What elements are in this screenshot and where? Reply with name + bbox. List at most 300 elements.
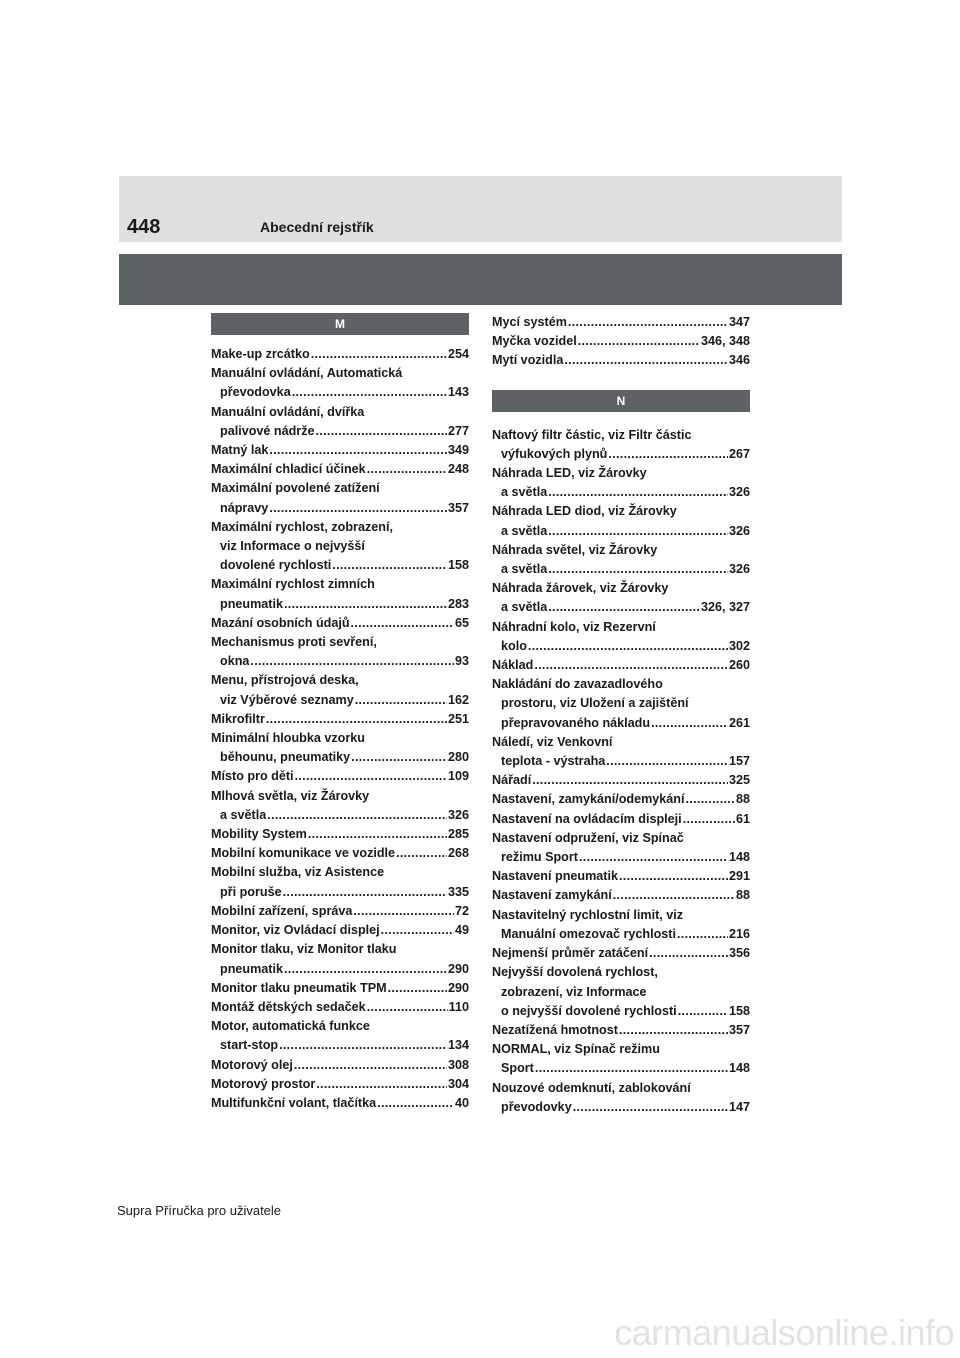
index-entry-list (492, 426, 750, 1117)
page-reference: 326 (728, 523, 750, 538)
index-entry-text: Náhradní kolo, viz Rezervní (492, 619, 656, 634)
index-entry (492, 867, 750, 886)
index-entry (492, 675, 750, 733)
index-entry-text: teplota - výstraha (501, 754, 606, 769)
index-entry-line (492, 426, 750, 445)
index-entry-line (492, 810, 750, 829)
index-entry-line (492, 1098, 750, 1117)
index-entry (211, 940, 469, 978)
index-entry-text: Myčka vozidel (492, 334, 577, 349)
index-entry-text: Nastavení, zamykání/odemykání (492, 792, 685, 807)
index-column-right (492, 313, 750, 1117)
index-entry (492, 886, 750, 905)
dot-leader (308, 825, 447, 844)
page-reference: 88 (735, 792, 750, 807)
dot-leader (534, 656, 728, 675)
index-entry-line (492, 313, 750, 332)
letter-heading-m: M (211, 313, 469, 335)
index-entry-line (211, 921, 469, 940)
index-entry-line (211, 345, 469, 364)
index-entry-text: Maximální chladicí účinek (211, 462, 366, 477)
dot-leader (316, 1075, 447, 1094)
index-entry-text: Náhrada žárovek, viz Žárovky (492, 581, 669, 596)
index-entry-text: převodovka (220, 385, 291, 400)
page-reference: 290 (447, 980, 469, 995)
dot-leader (573, 1098, 728, 1117)
dot-leader (311, 345, 447, 364)
index-entry-text: Motorový olej (211, 1057, 293, 1072)
index-entry-line (211, 806, 469, 825)
index-entry-text: Mikrofiltr (211, 711, 265, 726)
page-reference: 308 (447, 1057, 469, 1072)
index-entry-text: Mlhová světla, viz Žárovky (211, 788, 370, 803)
index-entry (211, 844, 469, 863)
index-entry-text: Multifunkční volant, tlačítka (211, 1095, 377, 1110)
index-entry-text: okna (220, 654, 250, 669)
index-entry (211, 1075, 469, 1094)
index-entry (211, 364, 469, 402)
index-entry-line (492, 733, 750, 752)
index-entry-text: Mobilní zařízení, správa (211, 903, 353, 918)
page-reference: 349 (447, 443, 469, 458)
index-entry (211, 863, 469, 901)
index-entry-line (492, 464, 750, 483)
index-entry (211, 710, 469, 729)
dot-leader (294, 1056, 447, 1075)
index-entry-line (492, 579, 750, 598)
index-entry (211, 479, 469, 517)
index-entry-line (492, 944, 750, 963)
index-entry-text: Manuální omezovač rychlosti (501, 926, 676, 941)
index-entry-line (492, 906, 750, 925)
index-entry-text: Mazání osobních údajů (211, 615, 350, 630)
index-entry (211, 767, 469, 786)
dot-leader (266, 710, 447, 729)
index-entry-text: Nářadí (492, 773, 532, 788)
index-entry-text: pneumatik (220, 961, 283, 976)
dot-leader (578, 332, 700, 351)
index-entry-text: viz Informace o nejvyšší (220, 539, 365, 554)
index-entry-line (211, 767, 469, 786)
index-entry-line (211, 960, 469, 979)
dot-leader (367, 460, 447, 479)
index-entry-line (492, 983, 750, 1002)
dot-leader (649, 944, 728, 963)
page-reference: 268 (447, 846, 469, 861)
page-reference: 148 (728, 850, 750, 865)
index-entry-text: Mobility System (211, 827, 307, 842)
index-entry (211, 921, 469, 940)
dot-leader (579, 848, 728, 867)
index-entry-line (211, 614, 469, 633)
index-entry-text: Maximální povolené zatížení (211, 481, 380, 496)
index-entry (492, 464, 750, 502)
index-entry (211, 979, 469, 998)
page-reference: 357 (728, 1022, 750, 1037)
index-entry-text: Náledí, viz Venkovní (492, 734, 613, 749)
dot-leader (606, 752, 728, 771)
index-entry-line (211, 575, 469, 594)
index-entry-line (211, 710, 469, 729)
page-reference: 143 (447, 385, 469, 400)
index-entry (492, 810, 750, 829)
index-entry-text: Menu, přístrojová deska, (211, 673, 359, 688)
index-entry (211, 633, 469, 671)
index-entry-line (492, 963, 750, 982)
page-reference: 216 (728, 926, 750, 941)
index-entry-line (211, 383, 469, 402)
page-reference: 251 (447, 711, 469, 726)
index-entry-line (492, 771, 750, 790)
dot-leader (351, 614, 454, 633)
index-entry-text: Nezatížená hmotnost (492, 1022, 618, 1037)
page-reference: 65 (454, 615, 469, 630)
index-entry-line (211, 691, 469, 710)
page-reference: 335 (447, 884, 469, 899)
page-reference: 326 (447, 807, 469, 822)
page-reference: 291 (728, 869, 750, 884)
index-entry-text: pneumatik (220, 596, 283, 611)
index-entry-line (211, 883, 469, 902)
page-reference: 72 (454, 903, 469, 918)
index-entry-line (492, 598, 750, 617)
index-entry-text: Monitor, viz Ovládací displej (211, 923, 380, 938)
index-entry-text: Nejvyšší dovolená rychlost, (492, 965, 658, 980)
index-entry-line (492, 483, 750, 502)
index-entry (492, 351, 750, 370)
index-entry-text: a světla (220, 807, 267, 822)
dot-leader (283, 883, 447, 902)
index-entry-text: Nastavení na ovládacím displeji (492, 811, 682, 826)
index-entry-text: Sport (501, 1061, 534, 1076)
dot-leader (316, 422, 447, 441)
index-entry-text: Náhrada světel, viz Žárovky (492, 542, 658, 557)
index-entry-text: převodovky (501, 1099, 572, 1114)
index-entry (211, 575, 469, 613)
index-entry-text: Mechanismus proti sevření, (211, 635, 377, 650)
index-entry-list (492, 313, 750, 371)
index-entry-text: Nastavitelný rychlostní limit, viz (492, 907, 684, 922)
dot-leader (267, 806, 447, 825)
page-reference: 283 (447, 596, 469, 611)
index-entry-line (492, 1021, 750, 1040)
index-entry-text: Minimální hloubka vzorku (211, 731, 365, 746)
index-entry-line (211, 422, 469, 441)
dot-leader (353, 902, 454, 921)
index-entry-line (211, 787, 469, 806)
index-entry-text: a světla (501, 562, 548, 577)
dot-leader (535, 1059, 728, 1078)
index-entry-text: Nouzové odemknutí, zablokování (492, 1080, 691, 1095)
index-entry (211, 671, 469, 709)
header-band (119, 176, 842, 242)
index-entry-line (211, 729, 469, 748)
footer-text: Supra Příručka pro uživatele (117, 1203, 282, 1218)
index-entry-text: viz Výběrové seznamy (220, 692, 354, 707)
index-entry (211, 345, 469, 364)
dot-leader (619, 1021, 728, 1040)
index-entry-text: Náklad (492, 658, 534, 673)
index-entry (492, 963, 750, 1021)
index-entry (211, 518, 469, 576)
index-entry-text: režimu Sport (501, 850, 578, 865)
index-entry (492, 733, 750, 771)
dot-leader (568, 313, 728, 332)
dot-leader (367, 998, 448, 1017)
index-entry-line (492, 445, 750, 464)
index-entry-line (492, 714, 750, 733)
index-entry (211, 729, 469, 767)
page-reference: 285 (447, 827, 469, 842)
page-reference: 88 (735, 888, 750, 903)
dot-leader (564, 351, 728, 370)
page-reference: 267 (728, 446, 750, 461)
index-entry (211, 441, 469, 460)
dot-leader (548, 483, 728, 502)
index-entry-text: palivové nádrže (220, 423, 315, 438)
index-entry-list (211, 345, 469, 1113)
index-entry-line (211, 460, 469, 479)
dot-leader (381, 921, 454, 940)
index-entry (211, 403, 469, 441)
index-entry (492, 829, 750, 867)
index-entry (211, 614, 469, 633)
index-entry (492, 426, 750, 464)
dot-leader (683, 810, 735, 829)
index-entry-text: Náhrada LED diod, viz Žárovky (492, 504, 677, 519)
header-divider-band (119, 254, 842, 305)
index-entry-line (211, 499, 469, 518)
index-entry-text: NORMAL, viz Spínač režimu (492, 1042, 660, 1057)
index-entry-line (492, 1059, 750, 1078)
dot-leader (355, 691, 447, 710)
page-reference: 109 (447, 769, 469, 784)
index-entry-line (211, 1075, 469, 1094)
index-entry-text: dovolené rychlosti (220, 558, 332, 573)
page-reference: 304 (447, 1076, 469, 1091)
page-reference: 325 (728, 773, 750, 788)
index-entry-line (492, 618, 750, 637)
dot-leader (677, 925, 728, 944)
index-entry-text: Náhrada LED, viz Žárovky (492, 466, 647, 481)
index-entry-text: Monitor tlaku, viz Monitor tlaku (211, 942, 397, 957)
index-entry-text: Make-up zrcátko (211, 347, 310, 361)
index-entry (211, 998, 469, 1017)
index-entry-line (492, 886, 750, 905)
dot-leader (548, 522, 728, 541)
index-entry-text: Nastavení pneumatik (492, 869, 618, 884)
index-entry-line (211, 748, 469, 767)
index-entry-line (211, 979, 469, 998)
page-reference: 280 (447, 750, 469, 765)
index-entry-text: Monitor tlaku pneumatik TPM (211, 980, 387, 995)
index-entry-line (211, 595, 469, 614)
index-entry-text: Nejmenší průměr zatáčení (492, 946, 649, 961)
page-reference: 346 (728, 353, 750, 368)
index-entry (492, 656, 750, 675)
index-entry (492, 790, 750, 809)
index-entry-text: Místo pro děti (211, 769, 294, 784)
index-entry-text: Motor, automatická funkce (211, 1019, 370, 1034)
index-entry-line (211, 441, 469, 460)
index-entry-text: výfukových plynů (501, 446, 608, 461)
index-entry (492, 1021, 750, 1040)
index-entry-line (492, 502, 750, 521)
index-entry-text: Matný lak (211, 443, 269, 458)
index-entry (492, 771, 750, 790)
index-entry-line (492, 522, 750, 541)
page-reference: 134 (447, 1038, 469, 1053)
section-title: Abecední rejstřík (260, 219, 374, 235)
index-entry (492, 579, 750, 617)
index-entry-text: Mobilní komunikace ve vozidle (211, 846, 396, 861)
page-reference: 110 (448, 999, 469, 1014)
index-entry-line (211, 1094, 469, 1113)
dot-leader (388, 979, 447, 998)
index-entry (211, 825, 469, 844)
index-entry-text: Montáž dětských sedaček (211, 999, 366, 1014)
dot-leader (284, 595, 447, 614)
index-entry-text: při poruše (220, 884, 282, 899)
dot-leader (269, 499, 447, 518)
page-reference: 290 (447, 961, 469, 976)
page-reference: 254 (447, 347, 469, 361)
index-entry-line (211, 1017, 469, 1036)
index-entry-line (492, 675, 750, 694)
index-entry (492, 1040, 750, 1078)
page-reference: 162 (447, 692, 469, 707)
page-reference: 357 (447, 500, 469, 515)
index-entry-line (211, 902, 469, 921)
index-entry-line (492, 790, 750, 809)
dot-leader (619, 867, 728, 886)
index-entry-text: přepravovaného nákladu (501, 715, 651, 730)
dot-leader (269, 441, 447, 460)
dot-leader (377, 1094, 454, 1113)
index-entry-text: a světla (501, 600, 548, 615)
index-entry-text: Motorový prostor (211, 1076, 316, 1091)
dot-leader (295, 767, 447, 786)
index-entry-line (211, 844, 469, 863)
page-number: 448 (127, 216, 161, 238)
index-entry (211, 787, 469, 825)
page-reference: 326 (728, 485, 750, 500)
watermark: carmanualsonline.info (614, 1312, 954, 1353)
page-reference: 93 (454, 654, 469, 669)
dot-leader (284, 960, 447, 979)
index-entry-text: nápravy (220, 500, 269, 515)
index-entry-line (492, 1040, 750, 1059)
page-reference: 157 (728, 754, 750, 769)
page-reference: 49 (454, 923, 469, 938)
index-entry-text: běhounu, pneumatiky (220, 750, 351, 765)
dot-leader (548, 598, 700, 617)
index-entry (492, 313, 750, 332)
index-entry (492, 332, 750, 351)
index-entry-line (211, 518, 469, 537)
page-reference: 61 (735, 811, 750, 826)
dot-leader (678, 1002, 728, 1021)
index-entry (492, 541, 750, 579)
page-reference: 347 (728, 315, 750, 329)
index-entry-line (211, 556, 469, 575)
index-entry-text: Maximální rychlost, zobrazení, (211, 519, 393, 534)
page-reference: 148 (728, 1061, 750, 1076)
dot-leader (332, 556, 447, 575)
dot-leader (532, 771, 728, 790)
index-entry-text: Mytí vozidla (492, 353, 564, 368)
index-entry-line (492, 752, 750, 771)
index-entry (211, 1094, 469, 1113)
page-reference: 158 (447, 558, 469, 573)
letter-heading-n: N (492, 390, 750, 412)
index-entry (492, 1079, 750, 1117)
index-entry-line (492, 351, 750, 370)
index-entry-text: Mycí systém (492, 315, 567, 329)
index-entry-text: Manuální ovládání, Automatická (211, 366, 403, 381)
index-entry-text: Naftový filtr částic, viz Filtr částic (492, 427, 692, 442)
index-entry-line (492, 848, 750, 867)
dot-leader (686, 790, 735, 809)
index-entry-line (492, 541, 750, 560)
page-reference: 326, 327 (700, 600, 750, 615)
index-entry-text: Nastavení zamykání (492, 888, 612, 903)
index-entry-line (492, 925, 750, 944)
page-reference: 40 (454, 1095, 469, 1110)
index-entry-text: a světla (501, 523, 548, 538)
index-entry-line (492, 1002, 750, 1021)
index-entry-line (211, 633, 469, 652)
page-reference: 260 (728, 658, 750, 673)
index-entry-line (211, 479, 469, 498)
dot-leader (608, 445, 728, 464)
index-entry-line (211, 364, 469, 383)
dot-leader (396, 844, 447, 863)
dot-leader (651, 714, 728, 733)
page-reference: 147 (728, 1099, 750, 1114)
index-entry (211, 902, 469, 921)
index-entry (492, 944, 750, 963)
dot-leader (613, 886, 735, 905)
index-entry-text: zobrazení, viz Informace (501, 984, 647, 999)
index-entry-line (492, 867, 750, 886)
dot-leader (279, 1036, 447, 1055)
index-entry-line (211, 537, 469, 556)
index-entry-line (211, 998, 469, 1017)
index-entry-line (211, 671, 469, 690)
index-entry-line (492, 332, 750, 351)
index-entry-text: o nejvyšší dovolené rychlosti (501, 1003, 677, 1018)
index-entry (211, 1017, 469, 1055)
dot-leader (250, 652, 454, 671)
index-entry-line (492, 637, 750, 656)
index-entry-text: Nastavení odpružení, viz Spínač (492, 830, 684, 845)
page-reference: 158 (728, 1003, 750, 1018)
page-reference: 277 (447, 423, 469, 438)
index-entry (492, 618, 750, 656)
index-entry-text: a světla (501, 485, 548, 500)
page-reference: 326 (728, 562, 750, 577)
index-entry-text: Manuální ovládání, dvířka (211, 404, 365, 419)
index-entry (211, 1056, 469, 1075)
page-reference: 346, 348 (700, 334, 750, 349)
index-entry-line (492, 656, 750, 675)
index-entry-text: Maximální rychlost zimních (211, 577, 375, 592)
page-reference: 356 (728, 946, 750, 961)
index-entry-line (211, 863, 469, 882)
dot-leader (528, 637, 728, 656)
index-entry-text: start-stop (220, 1038, 279, 1053)
